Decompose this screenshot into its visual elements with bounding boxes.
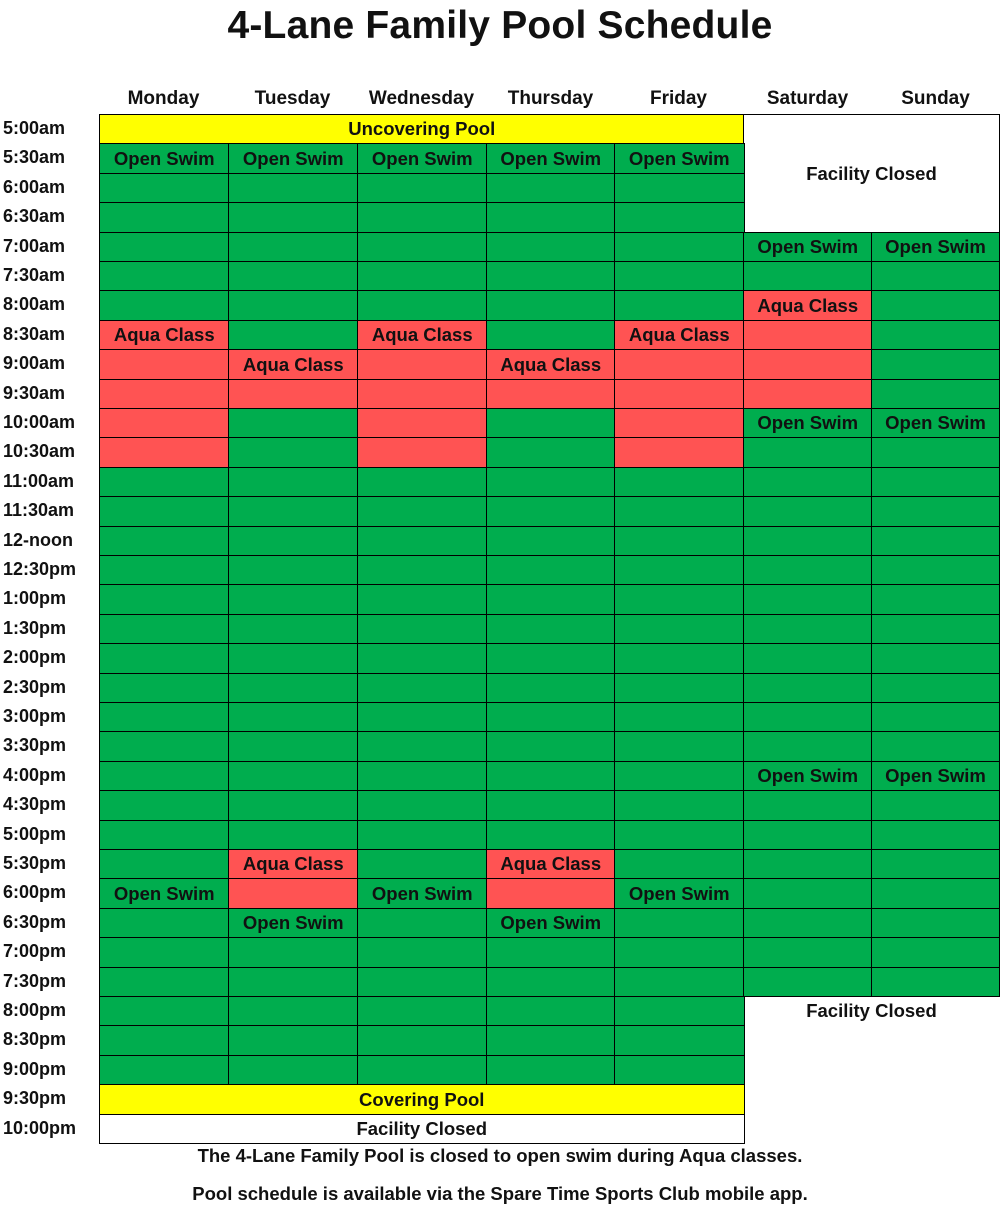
open-swim-block — [614, 731, 745, 762]
open-swim-block — [614, 173, 745, 204]
open-swim-block — [357, 702, 488, 733]
open-swim-block: Open Swim — [871, 761, 1000, 792]
open-swim-block — [486, 731, 616, 762]
open-swim-block — [99, 290, 230, 321]
open-swim-block — [871, 643, 1000, 674]
open-swim-block: Open Swim — [614, 878, 745, 909]
open-swim-block — [743, 614, 873, 645]
open-swim-block — [614, 937, 745, 968]
open-swim-block — [228, 526, 359, 557]
open-swim-block — [871, 878, 1000, 909]
open-swim-block — [614, 496, 745, 527]
open-swim-block — [357, 643, 488, 674]
aqua-class-block — [99, 349, 230, 380]
open-swim-block — [871, 790, 1000, 821]
open-swim-block — [743, 437, 873, 468]
open-swim-block — [357, 526, 488, 557]
open-swim-block — [871, 526, 1000, 557]
open-swim-block — [486, 290, 616, 321]
open-swim-block — [486, 202, 616, 233]
open-swim-block — [228, 996, 359, 1027]
open-swim-block — [99, 967, 230, 998]
time-label: 6:30am — [3, 206, 66, 227]
open-swim-block — [99, 614, 230, 645]
time-label: 7:00pm — [3, 941, 67, 962]
open-swim-block — [871, 584, 1000, 615]
time-label: 4:30pm — [3, 794, 67, 815]
open-swim-block — [99, 908, 230, 939]
open-swim-block — [357, 496, 488, 527]
aqua-class-block — [614, 379, 745, 410]
open-swim-block: Open Swim — [743, 408, 873, 439]
time-label: 11:00am — [3, 470, 75, 491]
aqua-class-block: Aqua Class — [486, 349, 616, 380]
open-swim-block — [614, 584, 745, 615]
open-swim-block — [486, 967, 616, 998]
aqua-class-block — [486, 379, 616, 410]
open-swim-block — [614, 908, 745, 939]
open-swim-block — [357, 614, 488, 645]
open-swim-block — [228, 555, 359, 586]
aqua-class-block: Aqua Class — [486, 849, 616, 880]
open-swim-block — [228, 467, 359, 498]
open-swim-block — [99, 761, 230, 792]
time-label: 5:00pm — [3, 823, 67, 844]
open-swim-block — [357, 467, 488, 498]
time-label: 5:30pm — [3, 853, 67, 873]
open-swim-block — [486, 996, 616, 1027]
open-swim-block — [99, 584, 230, 615]
open-swim-block — [486, 761, 616, 792]
open-swim-block — [743, 496, 873, 527]
open-swim-block — [228, 437, 359, 468]
open-swim-block — [486, 555, 616, 586]
open-swim-block — [228, 1025, 359, 1056]
open-swim-block: Open Swim — [871, 408, 1000, 439]
open-swim-block — [357, 555, 488, 586]
aqua-class-block: Aqua Class — [99, 320, 230, 351]
open-swim-block — [614, 849, 745, 880]
day-header-monday: Monday — [127, 88, 200, 109]
aqua-class-block: Aqua Class — [228, 349, 359, 380]
open-swim-block: Open Swim — [743, 232, 873, 263]
open-swim-block — [99, 643, 230, 674]
open-swim-block — [614, 967, 745, 998]
aqua-class-block — [357, 379, 488, 410]
open-swim-block: Open Swim — [486, 908, 616, 939]
open-swim-block — [228, 584, 359, 615]
open-swim-block — [357, 790, 488, 821]
time-label: 2:30pm — [3, 676, 67, 697]
open-swim-block — [743, 702, 873, 733]
open-swim-block — [486, 232, 616, 263]
aqua-class-block — [614, 349, 745, 380]
aqua-class-block — [357, 437, 488, 468]
open-swim-block — [743, 261, 873, 292]
open-swim-block — [614, 820, 745, 851]
open-swim-block — [486, 614, 616, 645]
time-label: 5:30am — [3, 147, 66, 168]
open-swim-block: Open Swim — [228, 908, 359, 939]
weekend-evening-closed-label: Facility Closed — [806, 1000, 937, 1022]
open-swim-block — [871, 673, 1000, 704]
open-swim-block — [228, 702, 359, 733]
open-swim-block: Open Swim — [486, 143, 616, 174]
open-swim-block — [871, 320, 1000, 351]
time-label: 8:00pm — [3, 1000, 67, 1020]
open-swim-block — [743, 820, 873, 851]
open-swim-block — [743, 731, 873, 762]
open-swim-block — [228, 1055, 359, 1086]
day-header-saturday: Saturday — [766, 88, 849, 109]
open-swim-block — [228, 761, 359, 792]
open-swim-block — [486, 437, 616, 468]
open-swim-block — [743, 555, 873, 586]
open-swim-block — [614, 232, 745, 263]
open-swim-block — [99, 673, 230, 704]
open-swim-block — [357, 731, 488, 762]
open-swim-block: Open Swim — [871, 232, 1000, 263]
open-swim-block — [357, 996, 488, 1027]
open-swim-block — [871, 555, 1000, 586]
open-swim-block — [871, 467, 1000, 498]
open-swim-block — [486, 320, 616, 351]
time-label: 7:00am — [3, 235, 66, 256]
open-swim-block — [357, 673, 488, 704]
open-swim-block: Open Swim — [99, 143, 230, 174]
open-swim-block — [743, 937, 873, 968]
open-swim-block — [228, 232, 359, 263]
open-swim-block: Open Swim — [357, 143, 488, 174]
covering-pool-block: Covering Pool — [99, 1084, 745, 1115]
open-swim-block — [357, 761, 488, 792]
open-swim-block — [614, 673, 745, 704]
open-swim-block — [743, 467, 873, 498]
time-label: 12:30pm — [3, 559, 77, 579]
aqua-class-block — [228, 379, 359, 410]
open-swim-block — [614, 526, 745, 557]
weekday-night-closed-block: Facility Closed — [99, 1114, 745, 1145]
time-label: 3:00pm — [3, 706, 67, 726]
open-swim-block — [357, 232, 488, 263]
open-swim-block — [871, 261, 1000, 292]
day-header-friday: Friday — [649, 88, 708, 109]
time-label: 9:00am — [3, 353, 66, 374]
day-header-thursday: Thursday — [507, 88, 594, 109]
open-swim-block — [743, 584, 873, 615]
open-swim-block — [486, 643, 616, 674]
open-swim-block — [99, 202, 230, 233]
open-swim-block — [99, 731, 230, 762]
open-swim-block — [614, 1025, 745, 1056]
open-swim-block — [357, 202, 488, 233]
open-swim-block — [228, 643, 359, 674]
open-swim-block — [486, 1025, 616, 1056]
open-swim-block — [228, 614, 359, 645]
open-swim-block — [357, 1055, 488, 1086]
time-label: 2:00pm — [3, 647, 67, 668]
mobile-app-note: Pool schedule is available via the Spare Time Sports Club mobile app. — [192, 1183, 808, 1204]
open-swim-block — [614, 1055, 745, 1086]
time-label: 8:30am — [3, 323, 66, 344]
open-swim-block — [228, 496, 359, 527]
aqua-class-block — [743, 349, 873, 380]
page-title: 4-Lane Family Pool Schedule — [227, 4, 773, 47]
open-swim-block — [614, 261, 745, 292]
uncovering-pool-block: Uncovering Pool — [99, 114, 745, 145]
open-swim-block — [486, 408, 616, 439]
open-swim-block — [871, 614, 1000, 645]
aqua-class-block — [614, 437, 745, 468]
time-label: 5:00am — [3, 118, 66, 138]
aqua-class-block — [743, 320, 873, 351]
open-swim-block — [486, 937, 616, 968]
open-swim-block — [614, 790, 745, 821]
time-label: 6:30pm — [3, 911, 67, 932]
time-label: 6:00am — [3, 176, 66, 197]
open-swim-block — [99, 937, 230, 968]
time-label: 6:00pm — [3, 882, 67, 903]
open-swim-block: Open Swim — [743, 761, 873, 792]
aqua-class-note: The 4-Lane Family Pool is closed to open swim during Aqua classes. — [197, 1145, 803, 1166]
open-swim-block — [99, 849, 230, 880]
open-swim-block — [99, 232, 230, 263]
open-swim-block — [743, 673, 873, 704]
open-swim-block: Open Swim — [614, 143, 745, 174]
open-swim-block — [228, 790, 359, 821]
open-swim-block — [871, 702, 1000, 733]
aqua-class-block — [99, 408, 230, 439]
aqua-class-block: Aqua Class — [228, 849, 359, 880]
open-swim-block — [228, 408, 359, 439]
open-swim-block — [871, 290, 1000, 321]
time-label: 10:00am — [3, 412, 76, 432]
aqua-class-block — [99, 437, 230, 468]
open-swim-block — [743, 878, 873, 909]
aqua-class-block — [228, 878, 359, 909]
time-label: 7:30am — [3, 265, 66, 285]
open-swim-block — [871, 437, 1000, 468]
open-swim-block — [614, 202, 745, 233]
open-swim-block — [228, 290, 359, 321]
open-swim-block — [228, 967, 359, 998]
open-swim-block — [99, 496, 230, 527]
open-swim-block — [743, 790, 873, 821]
open-swim-block — [486, 702, 616, 733]
aqua-class-block: Aqua Class — [743, 290, 873, 321]
open-swim-block — [871, 820, 1000, 851]
open-swim-block — [357, 820, 488, 851]
open-swim-block — [614, 702, 745, 733]
open-swim-block — [486, 526, 616, 557]
time-label: 10:00pm — [3, 1117, 77, 1138]
aqua-class-block — [357, 408, 488, 439]
open-swim-block — [871, 849, 1000, 880]
open-swim-block — [228, 261, 359, 292]
open-swim-block — [486, 467, 616, 498]
day-header-sunday: Sunday — [901, 88, 970, 109]
open-swim-block: Open Swim — [357, 878, 488, 909]
open-swim-block: Open Swim — [99, 878, 230, 909]
open-swim-block — [614, 643, 745, 674]
day-header-wednesday: Wednesday — [368, 88, 475, 109]
open-swim-block — [871, 349, 1000, 380]
open-swim-block — [99, 261, 230, 292]
time-label: 12-noon — [3, 529, 73, 550]
aqua-class-block — [743, 379, 873, 410]
open-swim-block — [357, 261, 488, 292]
open-swim-block — [486, 1055, 616, 1086]
time-label: 10:30am — [3, 441, 76, 462]
open-swim-block — [99, 173, 230, 204]
open-swim-block — [743, 849, 873, 880]
aqua-class-block — [99, 379, 230, 410]
open-swim-block — [357, 908, 488, 939]
open-swim-block: Open Swim — [228, 143, 359, 174]
weekend-morning-closed-block: Facility Closed — [743, 114, 1000, 233]
time-label: 4:00pm — [3, 764, 67, 785]
open-swim-block — [871, 731, 1000, 762]
aqua-class-block: Aqua Class — [614, 320, 745, 351]
open-swim-block — [357, 967, 488, 998]
open-swim-block — [357, 173, 488, 204]
day-header-tuesday: Tuesday — [254, 88, 331, 109]
open-swim-block — [486, 496, 616, 527]
open-swim-block — [228, 731, 359, 762]
open-swim-block — [486, 673, 616, 704]
open-swim-block — [228, 202, 359, 233]
open-swim-block — [99, 820, 230, 851]
open-swim-block — [871, 937, 1000, 968]
open-swim-block — [99, 996, 230, 1027]
time-label: 1:00pm — [3, 588, 67, 609]
aqua-class-block: Aqua Class — [357, 320, 488, 351]
open-swim-block — [228, 937, 359, 968]
open-swim-block — [614, 467, 745, 498]
open-swim-block — [99, 555, 230, 586]
open-swim-block — [228, 673, 359, 704]
open-swim-block — [614, 290, 745, 321]
open-swim-block — [486, 584, 616, 615]
open-swim-block — [743, 526, 873, 557]
open-swim-block — [614, 614, 745, 645]
open-swim-block — [99, 467, 230, 498]
open-swim-block — [357, 849, 488, 880]
open-swim-block — [871, 967, 1000, 998]
open-swim-block — [99, 702, 230, 733]
aqua-class-block — [357, 349, 488, 380]
open-swim-block — [871, 908, 1000, 939]
open-swim-block — [614, 996, 745, 1027]
open-swim-block — [743, 643, 873, 674]
time-label: 8:00am — [3, 294, 66, 315]
open-swim-block — [486, 261, 616, 292]
open-swim-block — [486, 820, 616, 851]
open-swim-block — [614, 555, 745, 586]
open-swim-block — [486, 173, 616, 204]
open-swim-block — [871, 379, 1000, 410]
open-swim-block — [357, 937, 488, 968]
open-swim-block — [614, 761, 745, 792]
open-swim-block — [357, 290, 488, 321]
open-swim-block — [228, 173, 359, 204]
time-label: 8:30pm — [3, 1029, 67, 1050]
open-swim-block — [99, 526, 230, 557]
time-label: 9:30am — [3, 382, 66, 403]
time-label: 9:00pm — [3, 1058, 67, 1079]
aqua-class-block — [486, 878, 616, 909]
open-swim-block — [99, 1055, 230, 1086]
time-label: 9:30pm — [3, 1088, 67, 1109]
open-swim-block — [357, 1025, 488, 1056]
open-swim-block — [99, 790, 230, 821]
open-swim-block — [871, 496, 1000, 527]
time-label: 3:30pm — [3, 735, 67, 756]
open-swim-block — [357, 584, 488, 615]
open-swim-block — [228, 820, 359, 851]
open-swim-block — [743, 967, 873, 998]
time-label: 1:30pm — [3, 617, 67, 638]
open-swim-block — [228, 320, 359, 351]
aqua-class-block — [614, 408, 745, 439]
open-swim-block — [99, 1025, 230, 1056]
open-swim-block — [486, 790, 616, 821]
open-swim-block — [743, 908, 873, 939]
time-label: 11:30am — [3, 500, 75, 521]
time-label: 7:30pm — [3, 970, 67, 991]
